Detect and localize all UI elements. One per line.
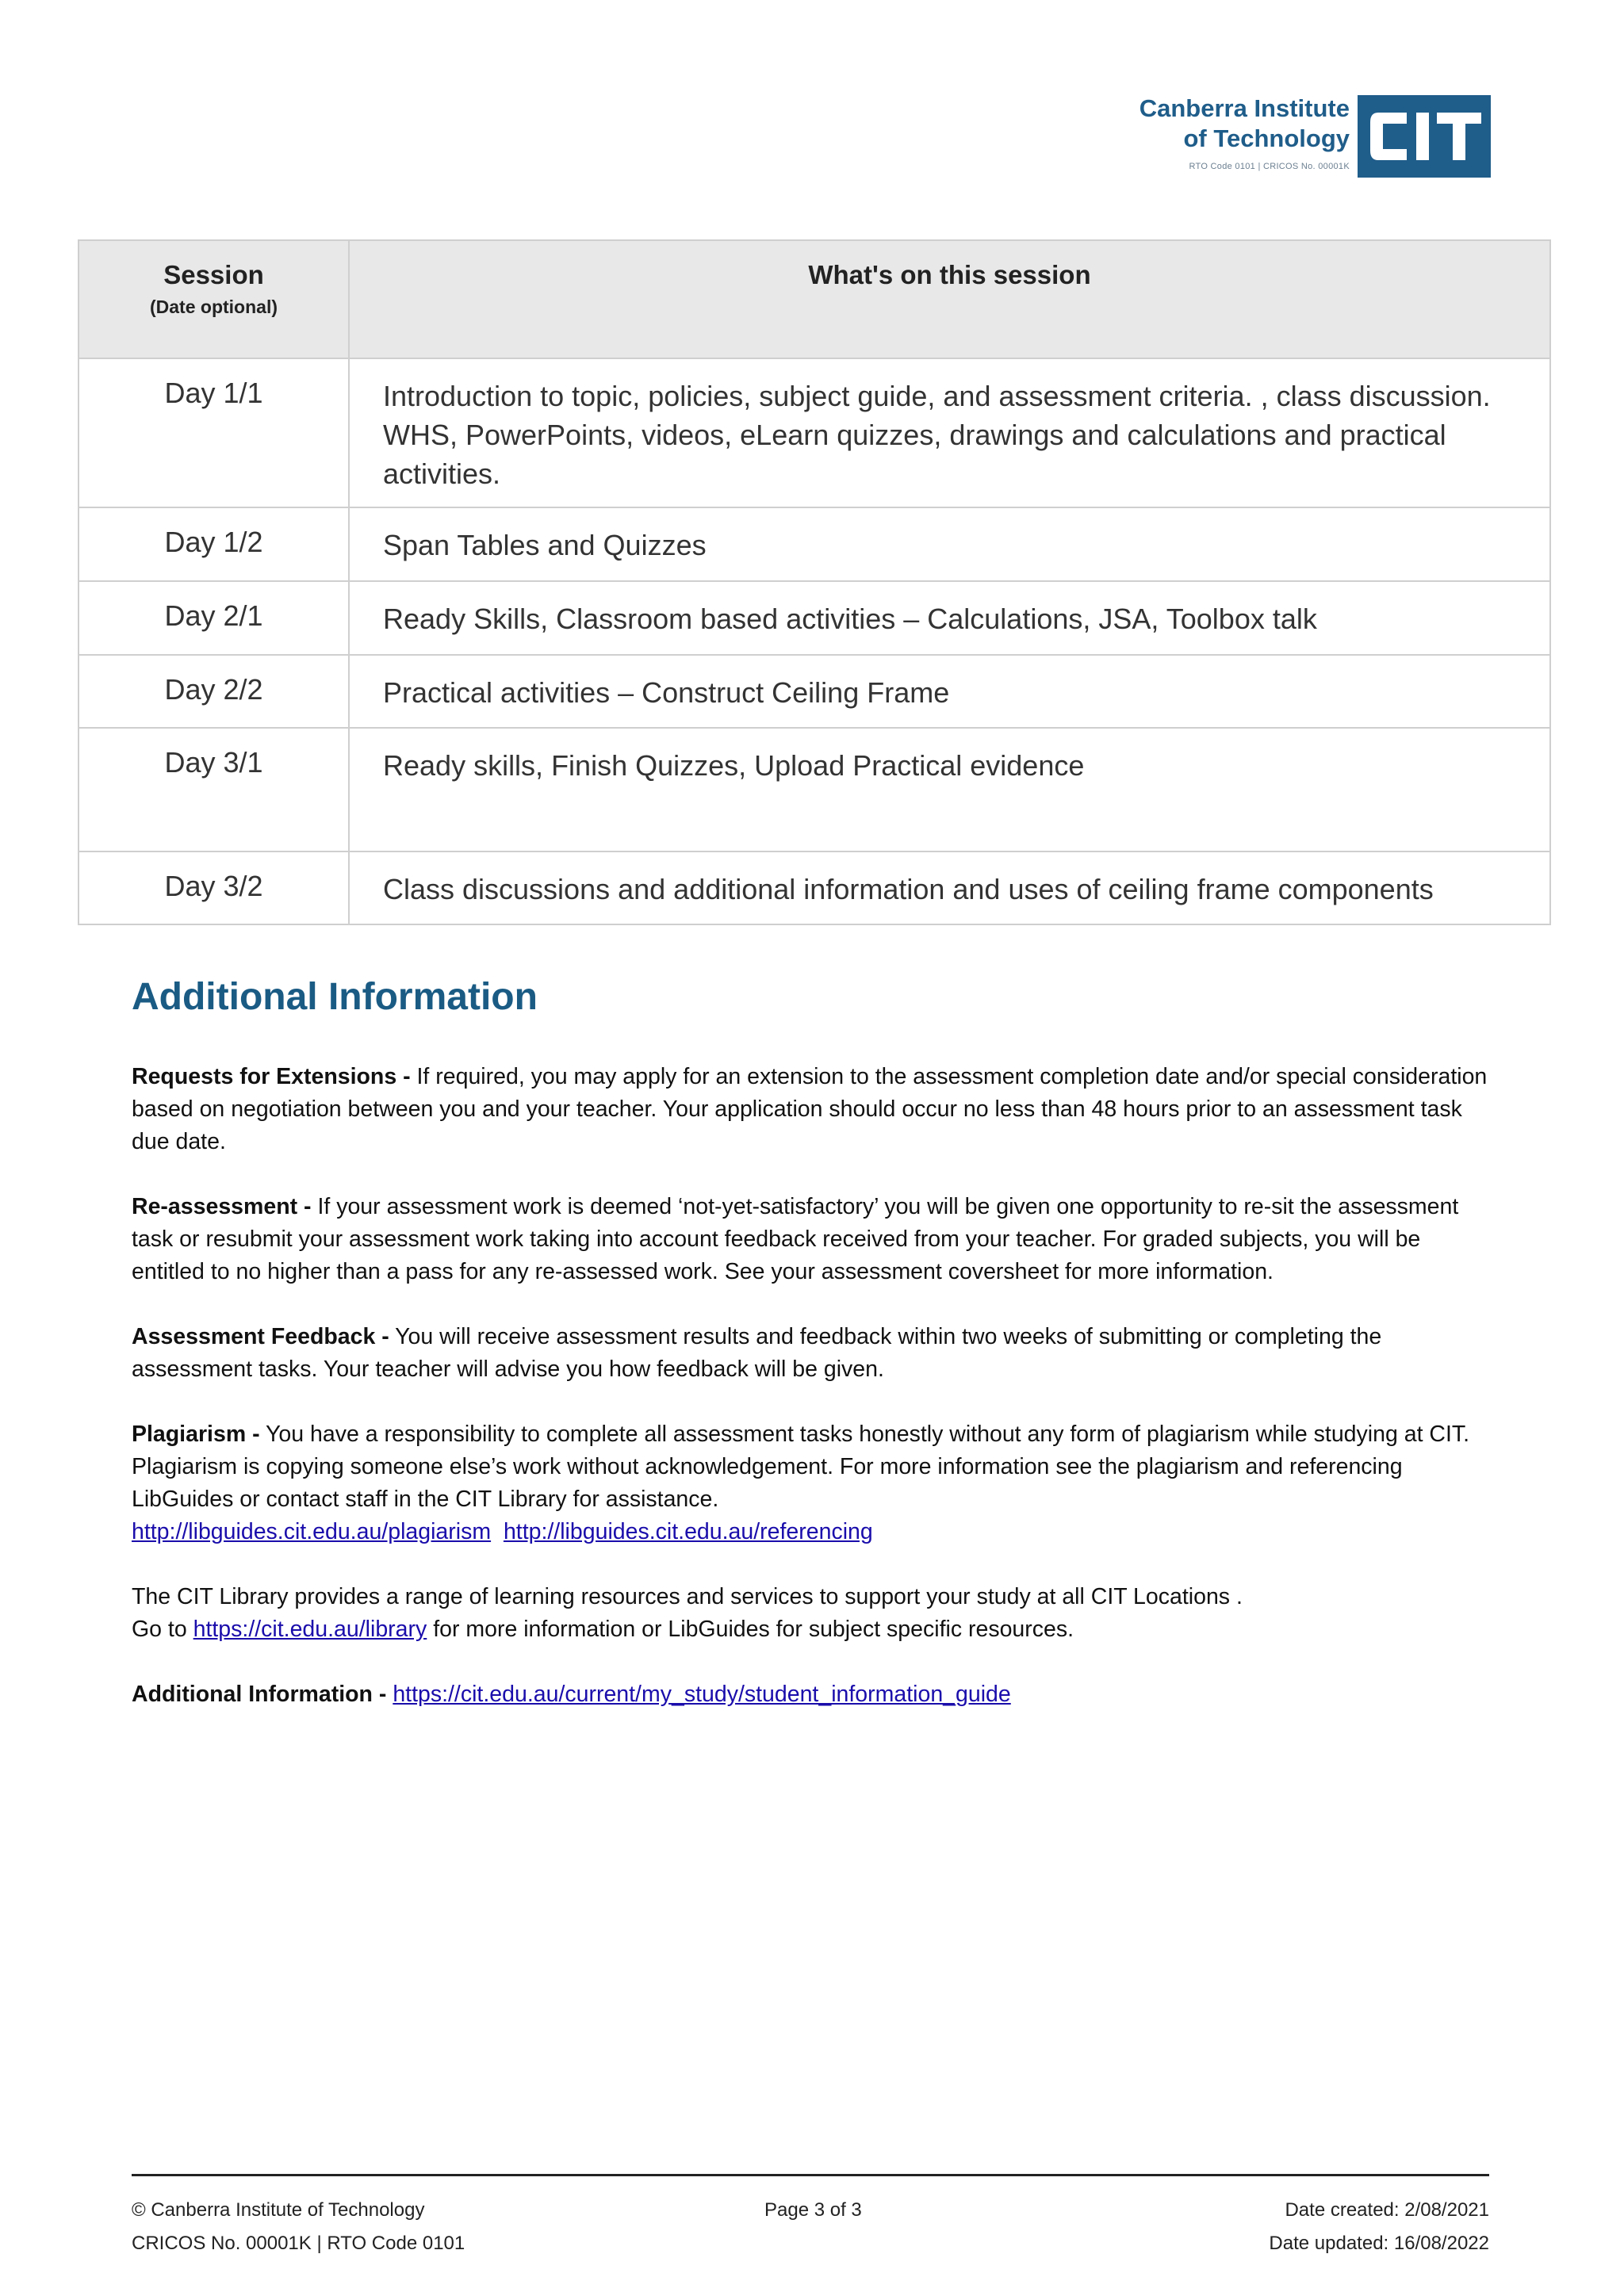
footer-page-number: Page 3 of 3 xyxy=(764,2199,862,2221)
feedback-label: Assessment Feedback - xyxy=(132,1324,389,1349)
reassessment-paragraph xyxy=(132,1191,1496,1288)
goto-suffix: for more information or LibGuides for subject specific resources. xyxy=(427,1617,1074,1642)
session-day: Day 1/2 xyxy=(79,507,349,581)
session-description: Class discussions and additional information and uses of ceiling frame components xyxy=(349,851,1550,924)
session-day: Day 3/2 xyxy=(79,851,349,924)
extensions-text: If required, you may apply for an extension to the assessment completion date and/or special consideration based on negotiation between you and your teacher. Your application should occur no less than 48 hours prior to an assessment task due date. xyxy=(132,1064,1488,1154)
table-header-row xyxy=(79,240,1550,358)
footer-date-updated: Date updated: 16/08/2022 xyxy=(1269,2233,1489,2254)
session-column-header: Session (Date optional) xyxy=(79,240,349,358)
logo-name: Canberra Institute of Technology xyxy=(1139,94,1350,152)
library-text: The CIT Library provides a range of learning resources and services to support your study at all CIT Locations . xyxy=(132,1584,1243,1609)
table-row xyxy=(79,507,1550,581)
session-day: Day 3/1 xyxy=(79,728,349,851)
footer-cricos: CRICOS No. 00001K | RTO Code 0101 xyxy=(132,2233,465,2254)
footer-date-created: Date created: 2/08/2021 xyxy=(1285,2199,1489,2221)
library-paragraph xyxy=(132,1581,1496,1646)
feedback-paragraph xyxy=(132,1321,1496,1386)
plagiarism-paragraph xyxy=(132,1418,1496,1548)
cit-logo-mark-icon xyxy=(1358,95,1491,178)
extensions-label: Requests for Extensions - xyxy=(132,1064,411,1089)
session-day: Day 2/2 xyxy=(79,655,349,728)
table-row xyxy=(79,851,1550,924)
more-info-paragraph xyxy=(132,1678,1496,1711)
footer-divider xyxy=(132,2174,1489,2176)
additional-information-body xyxy=(132,1061,1496,1743)
whats-on-column-header: What's on this session xyxy=(349,240,1550,358)
additional-information-heading: Additional Information xyxy=(132,976,538,1018)
library-link[interactable]: https://cit.edu.au/library xyxy=(193,1617,427,1642)
session-description: Ready Skills, Classroom based activities – Calculations, JSA, Toolbox talk xyxy=(349,581,1550,655)
table-row xyxy=(79,581,1550,655)
extensions-paragraph xyxy=(132,1061,1496,1158)
footer-copyright: © Canberra Institute of Technology xyxy=(132,2199,425,2221)
session-description: Span Tables and Quizzes xyxy=(349,507,1550,581)
logo-rto-text: RTO Code 0101 | CRICOS No. 00001K xyxy=(1189,162,1350,171)
reassessment-text: If your assessment work is deemed ‘not-yet-satisfactory’ you will be given one opportunity to re-sit the assessment task or resubmit your assessment work taking into account feedback received from your teacher. For graded subjects, you will be entitled to no higher than a pass for any re-assessed work. See your assessment coversheet for more information. xyxy=(132,1194,1459,1284)
session-day: Day 1/1 xyxy=(79,358,349,507)
more-info-label: Additional Information - xyxy=(132,1682,387,1707)
session-description: Practical activities – Construct Ceiling Frame xyxy=(349,655,1550,728)
session-description: Introduction to topic, policies, subject guide, and assessment criteria. , class discussion. WHS, PowerPoints, videos, eLearn quizzes, drawings and calculations and practical activities. xyxy=(349,358,1550,507)
reassessment-label: Re-assessment - xyxy=(132,1194,312,1219)
session-day: Day 2/1 xyxy=(79,581,349,655)
session-description: Ready skills, Finish Quizzes, Upload Practical evidence xyxy=(349,728,1550,851)
goto-prefix: Go to xyxy=(132,1617,193,1642)
student-guide-link[interactable]: https://cit.edu.au/current/my_study/student_information_guide xyxy=(393,1682,1011,1707)
referencing-link[interactable]: http://libguides.cit.edu.au/referencing xyxy=(503,1519,873,1544)
plagiarism-text: You have a responsibility to complete all assessment tasks honestly without any form of plagiarism while studying at CIT. Plagiarism is copying someone else’s work without acknowledgement. For more information see the plagiarism and referencing LibGuides or contact staff in the CIT Library for assistance. xyxy=(132,1422,1470,1512)
cit-logo xyxy=(1110,94,1491,181)
table-row xyxy=(79,655,1550,728)
plagiarism-label: Plagiarism - xyxy=(132,1422,260,1447)
sessions-table xyxy=(78,239,1551,925)
table-row xyxy=(79,358,1550,507)
feedback-text: You will receive assessment results and feedback within two weeks of submitting or completing the assessment tasks. Your teacher will advise you how feedback will be given. xyxy=(132,1324,1382,1382)
table-row xyxy=(79,728,1550,851)
plagiarism-link[interactable]: http://libguides.cit.edu.au/plagiarism xyxy=(132,1519,492,1544)
